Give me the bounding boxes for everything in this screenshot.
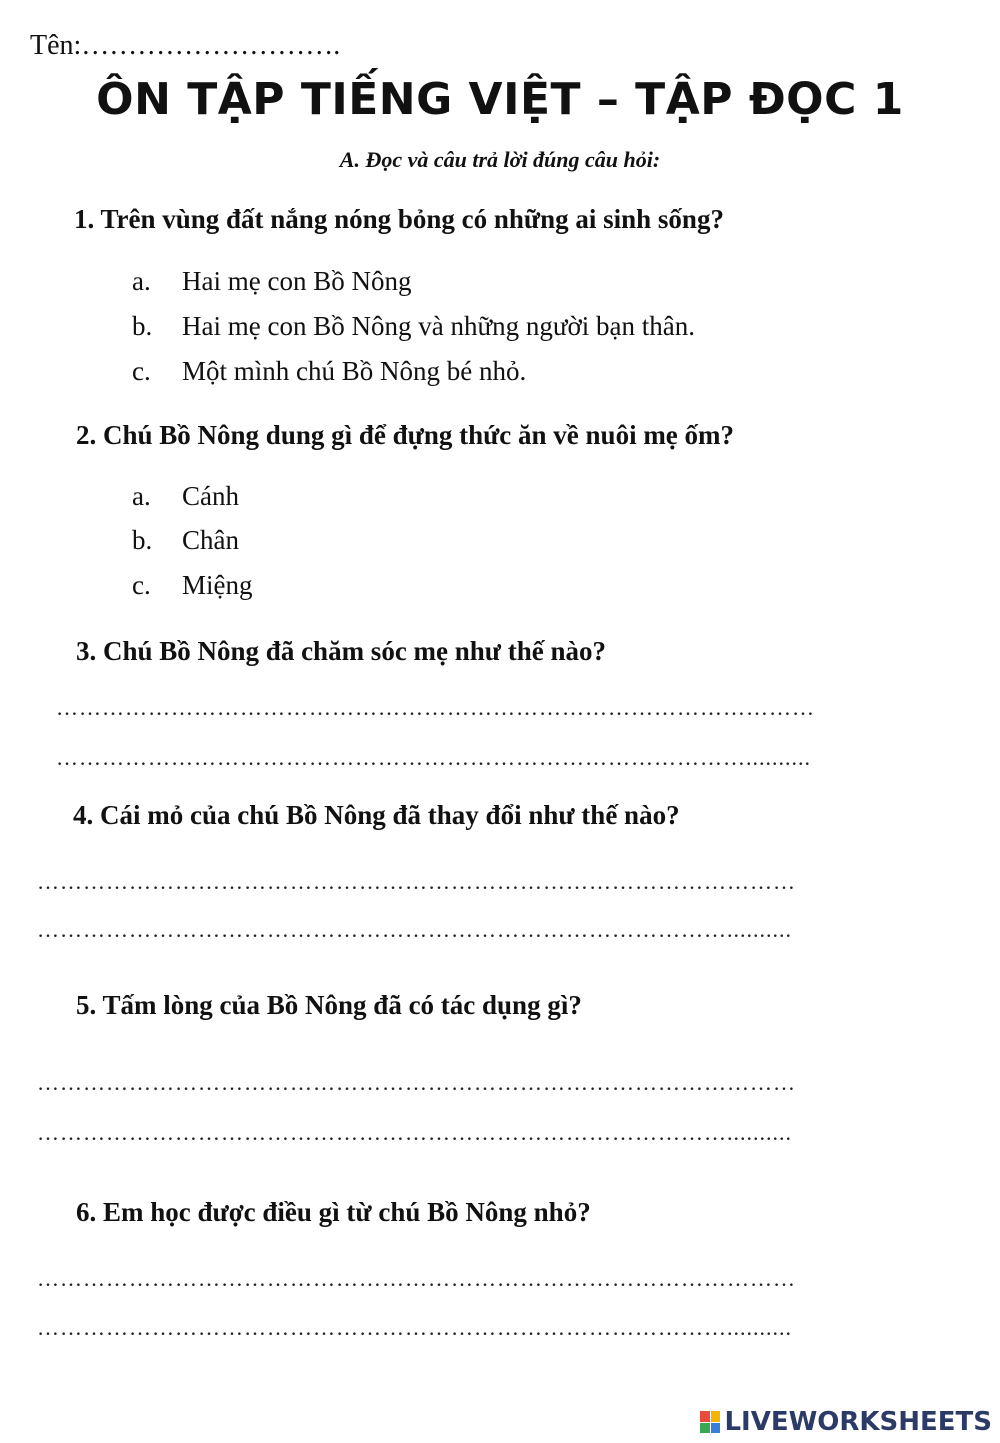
question-2: 2. Chú Bồ Nông dung gì để đựng thức ăn về nuôi mẹ ốm? [76,420,735,450]
option-2b[interactable] [132,525,239,556]
question-6: 6. Em học được điều gì từ chú Bồ Nông nhỏ? [76,1197,591,1227]
brand-cube [711,1411,721,1422]
option-text: Chân [182,525,239,555]
answer-line-5b[interactable]: ……………………………………………………………………………….......... [37,1120,792,1145]
answer-line-3b[interactable]: ……………………………………………………………………………….......... [56,745,811,770]
option-1a[interactable] [132,266,411,297]
option-letter: c. [132,356,151,386]
answer-line-6b[interactable]: ……………………………………………………………………………….......... [37,1315,792,1340]
option-letter: b. [132,525,153,555]
option-2a[interactable] [132,481,239,512]
liveworksheets-logo [700,1407,992,1437]
section-heading: A. Đọc và câu trả lời đúng câu hỏi: [339,147,661,172]
option-text: Một mình chú Bồ Nông bé nhỏ. [182,356,527,386]
option-text: Miệng [182,570,253,600]
question-5: 5. Tấm lòng của Bồ Nông đã có tác dụng gì? [76,990,582,1020]
option-1c[interactable] [132,356,526,387]
question-3: 3. Chú Bồ Nông đã chăm sóc mẹ như thế nào? [76,636,607,666]
option-2c[interactable] [132,570,253,601]
page-title: ÔN TẬP TIẾNG VIỆT – TẬP ĐỌC 1 [96,74,904,125]
answer-line-4b[interactable]: ……………………………………………………………………………….......... [37,917,792,942]
option-text: Cánh [182,481,239,511]
option-letter: a. [132,481,151,511]
option-1b[interactable] [132,311,695,342]
brand-cube [700,1423,710,1434]
option-letter: c. [132,570,151,600]
brand-cube [700,1411,710,1422]
brand-cube [711,1423,721,1434]
answer-line-3a[interactable]: ……………………………………………………………………………………… [56,695,815,720]
answer-line-6a[interactable]: ……………………………………………………………………………………… [37,1266,796,1291]
answer-line-5a[interactable]: ……………………………………………………………………………………… [37,1070,796,1095]
option-letter: a. [132,266,151,296]
option-letter: b. [132,311,153,341]
question-4: 4. Cái mỏ của chú Bồ Nông đã thay đổi như thế nào? [73,800,680,830]
option-text: Hai mẹ con Bồ Nông và những người bạn thân. [182,311,695,341]
question-1: 1. Trên vùng đất nắng nóng bỏng có những ai sinh sống? [74,204,724,234]
brand-cubes-icon [700,1411,720,1433]
option-text: Hai mẹ con Bồ Nông [182,266,412,296]
brand-text: LIVEWORKSHEETS [724,1407,992,1437]
answer-line-4a[interactable]: ……………………………………………………………………………………… [37,869,796,894]
name-field[interactable]: Tên:………………………. [30,30,341,61]
